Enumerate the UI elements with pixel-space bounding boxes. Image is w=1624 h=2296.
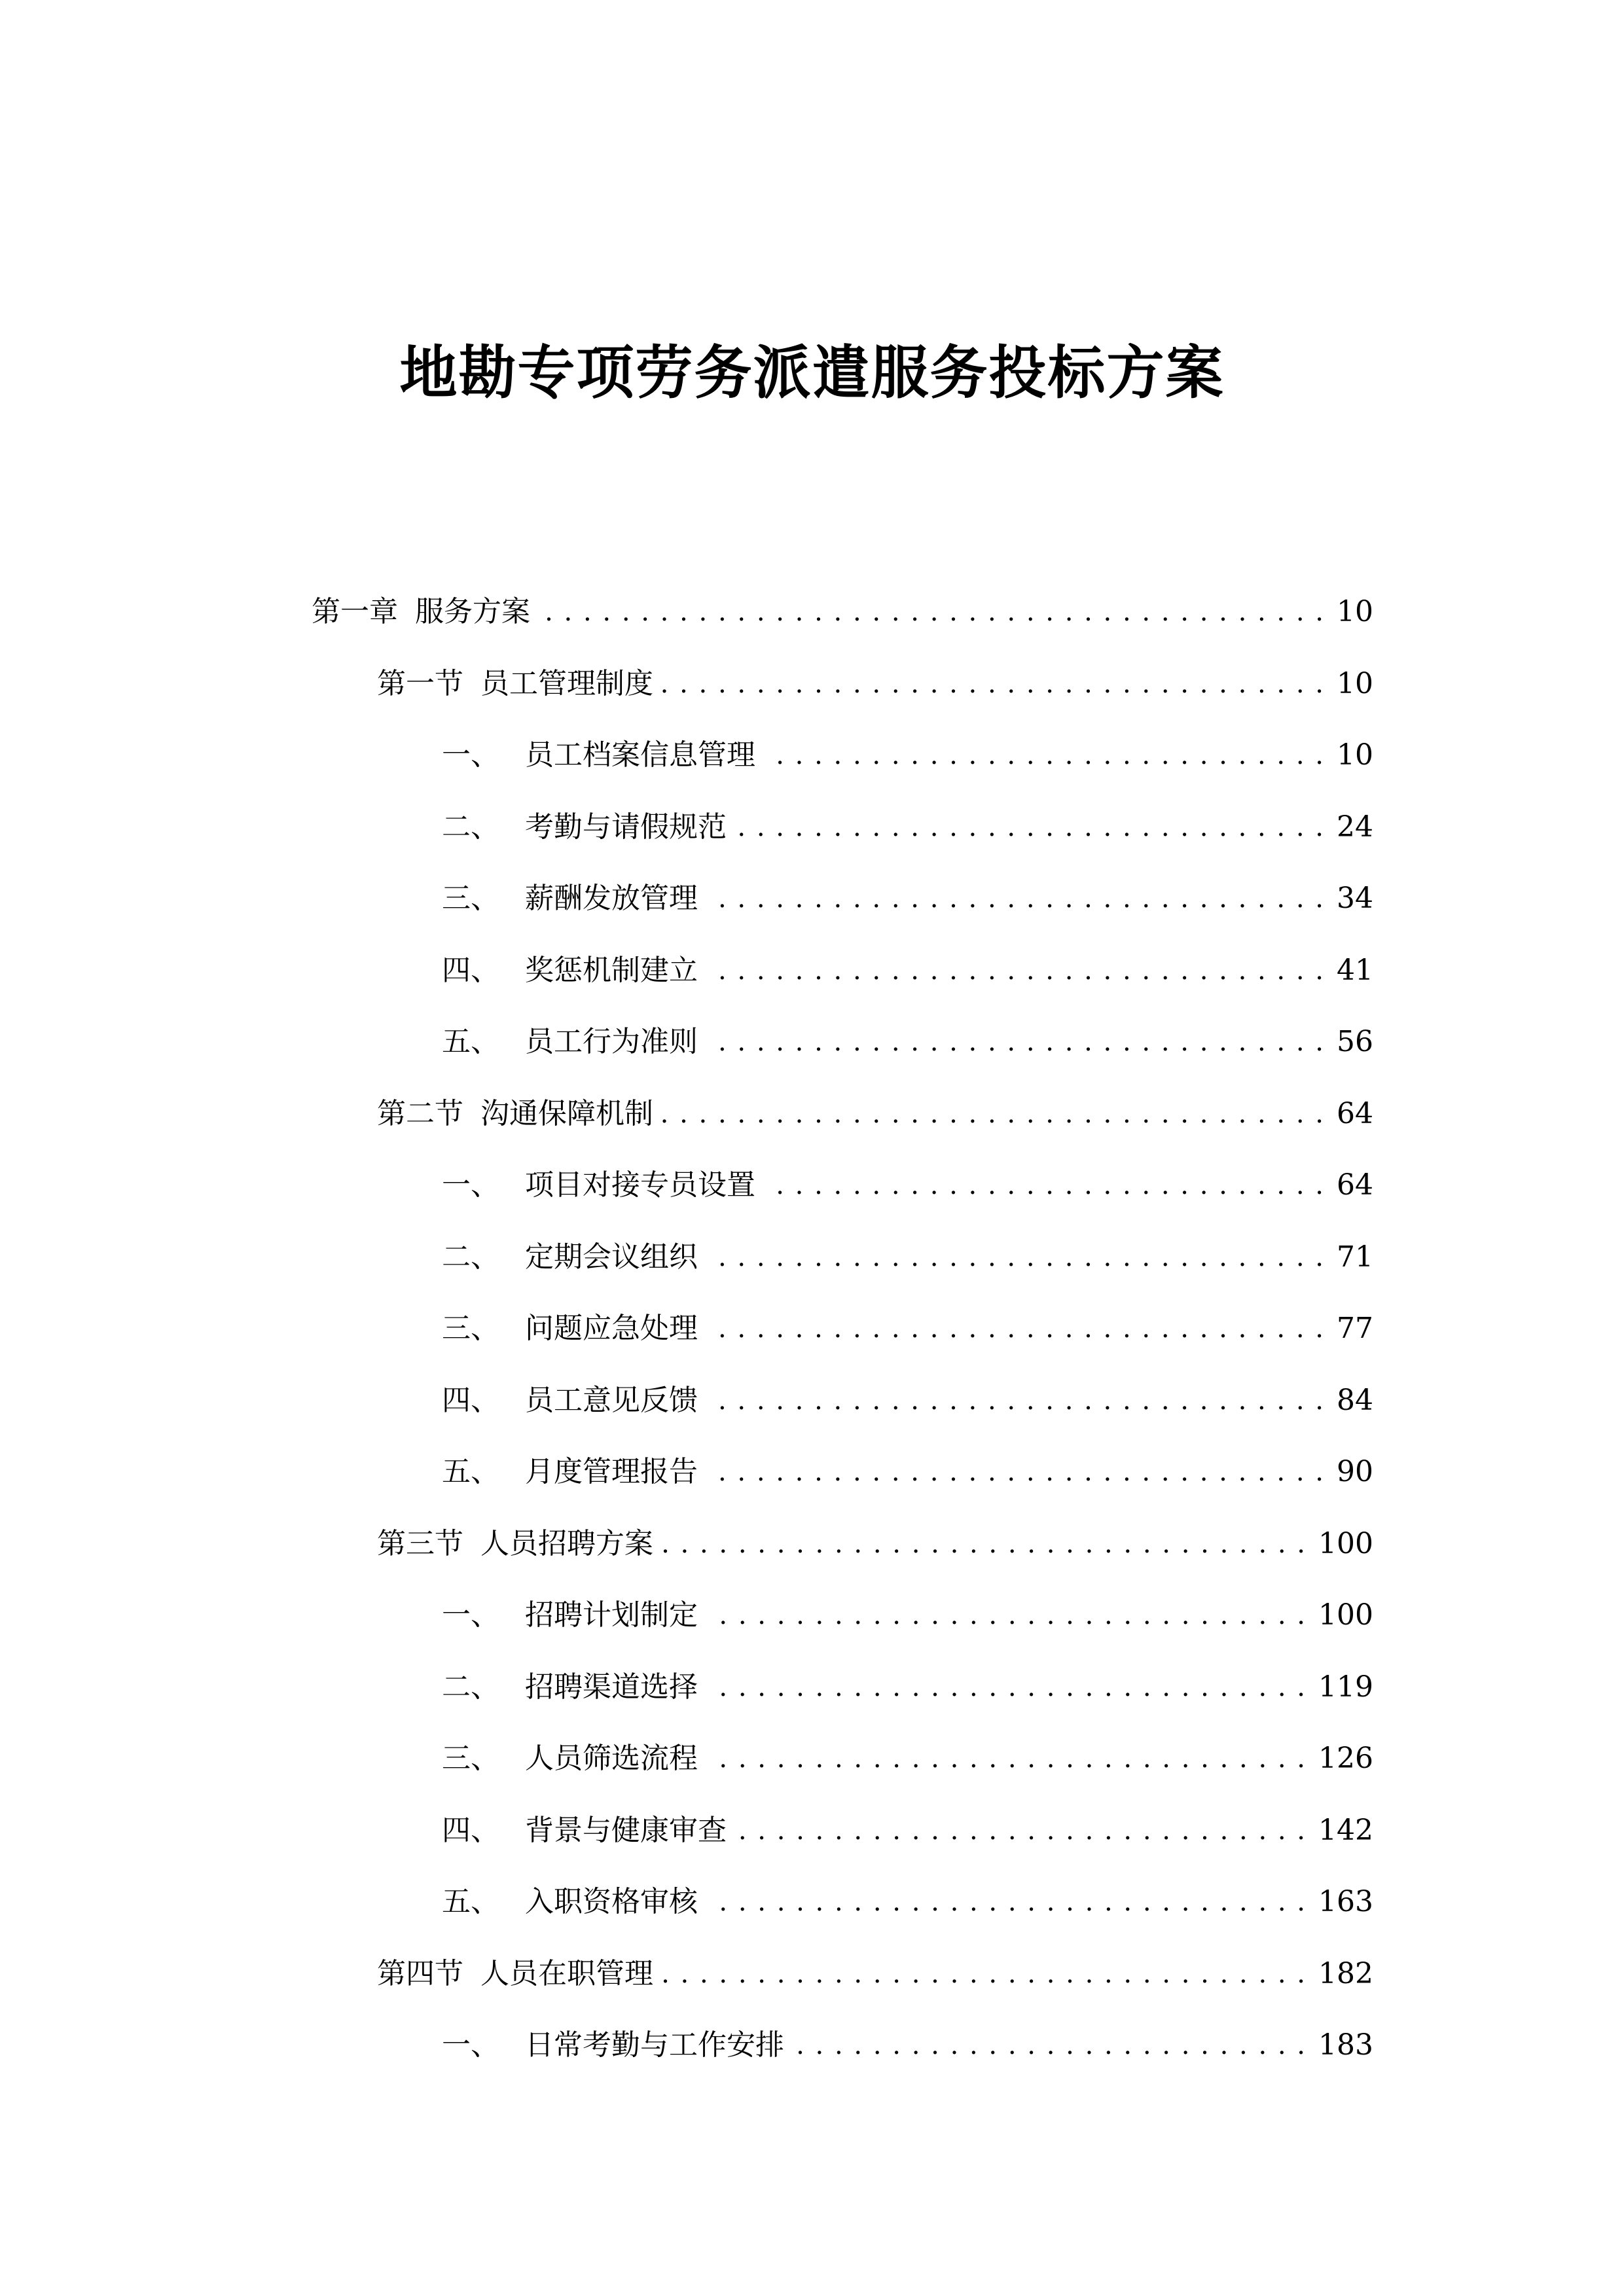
toc-entry[interactable] <box>442 1579 1373 1651</box>
toc-entry-page-number: 56 <box>1337 1025 1373 1058</box>
toc-entry-number: 三、 <box>442 1312 499 1345</box>
toc-entry-page-number: 126 <box>1318 1742 1373 1775</box>
toc-entry-title: 月度管理报告 <box>525 1455 698 1488</box>
toc-entry-page-number: 77 <box>1337 1312 1373 1345</box>
toc-dot-leader <box>736 1811 1307 1850</box>
toc-entry[interactable] <box>442 1149 1373 1221</box>
toc-entry-page-number: 163 <box>1318 1885 1373 1918</box>
toc-entry[interactable] <box>442 2009 1373 2081</box>
toc-entry-title: 考勤与请假规范 <box>525 810 727 844</box>
toc-entry[interactable] <box>377 1938 1373 2010</box>
toc-entry-page-number: 100 <box>1318 1527 1373 1560</box>
toc-entry-title: 员工意见反馈 <box>525 1384 698 1417</box>
toc-entry[interactable] <box>377 1078 1373 1150</box>
document-title: 地勘专项劳务派遣服务投标方案 <box>399 339 1225 406</box>
toc-dot-leader <box>707 1309 1325 1348</box>
toc-entry-number: 二、 <box>442 1240 499 1274</box>
toc-entry-page-number: 84 <box>1337 1384 1373 1417</box>
toc-entry-title: 服务方案 <box>415 595 530 628</box>
toc-entry-title: 人员招聘方案 <box>480 1527 653 1560</box>
toc-entry-page-number: 34 <box>1337 882 1373 915</box>
toc-dot-leader <box>765 1166 1325 1205</box>
toc-entry-number: 四、 <box>442 1384 499 1417</box>
toc-entry-title: 沟通保障机制 <box>480 1097 653 1130</box>
toc-dot-leader <box>707 1882 1307 1922</box>
toc-dot-leader <box>707 1022 1325 1062</box>
toc-entry[interactable] <box>377 1508 1373 1580</box>
toc-entry[interactable] <box>442 791 1373 863</box>
toc-entry-number: 第一章 <box>312 595 398 628</box>
toc-dot-leader <box>662 1524 1307 1564</box>
toc-entry-page-number: 24 <box>1337 810 1373 844</box>
toc-entry-number: 第一节 <box>377 667 463 700</box>
toc-entry-number: 一、 <box>442 1168 499 1202</box>
toc-entry-number: 五、 <box>442 1885 499 1918</box>
toc-dot-leader <box>707 1596 1307 1635</box>
toc-entry-number: 二、 <box>442 1670 499 1704</box>
toc-entry-number: 一、 <box>442 738 499 772</box>
toc-dot-leader <box>707 1739 1307 1778</box>
toc-entry[interactable] <box>442 1436 1373 1508</box>
toc-entry-title: 入职资格审核 <box>525 1885 698 1918</box>
toc-entry-number: 四、 <box>442 1814 499 1847</box>
toc-entry-page-number: 71 <box>1337 1240 1373 1274</box>
toc-entry-page-number: 10 <box>1337 667 1373 700</box>
toc-dot-leader <box>736 808 1325 847</box>
toc-entry[interactable] <box>442 1866 1373 1938</box>
toc-dot-leader <box>707 1668 1307 1707</box>
toc-dot-leader <box>707 951 1325 990</box>
toc-entry-page-number: 183 <box>1318 2028 1373 2062</box>
toc-entry-title: 招聘渠道选择 <box>525 1670 698 1704</box>
toc-entry-title: 日常考勤与工作安排 <box>525 2028 784 2062</box>
toc-entry-title: 员工行为准则 <box>525 1025 698 1058</box>
toc-dot-leader <box>765 736 1325 775</box>
toc-entry-number: 第二节 <box>377 1097 463 1130</box>
toc-entry-number: 五、 <box>442 1455 499 1488</box>
toc-entry-title: 定期会议组织 <box>525 1240 698 1274</box>
toc-entry-title: 人员在职管理 <box>480 1957 653 1990</box>
toc-dot-leader <box>662 664 1325 704</box>
toc-entry-page-number: 64 <box>1337 1097 1373 1130</box>
toc-entry-number: 第四节 <box>377 1957 463 1990</box>
toc-entry-title: 招聘计划制定 <box>525 1598 698 1632</box>
toc-entry-title: 员工档案信息管理 <box>525 738 755 772</box>
toc-entry-page-number: 90 <box>1337 1455 1373 1488</box>
toc-entry-title: 问题应急处理 <box>525 1312 698 1345</box>
toc-entry-title: 背景与健康审查 <box>525 1814 727 1847</box>
toc-entry-title: 奖惩机制建立 <box>525 954 698 987</box>
toc-entry-page-number: 10 <box>1337 595 1373 628</box>
toc-entry-page-number: 119 <box>1318 1670 1373 1704</box>
toc-entry[interactable] <box>442 719 1373 791</box>
toc-dot-leader <box>707 1452 1325 1492</box>
toc-entry-title: 人员筛选流程 <box>525 1742 698 1775</box>
toc-entry-number: 第三节 <box>377 1527 463 1560</box>
toc-entry-number: 一、 <box>442 1598 499 1632</box>
toc-entry-title: 项目对接专员设置 <box>525 1168 755 1202</box>
toc-dot-leader <box>793 2026 1307 2065</box>
toc-entry[interactable] <box>442 1221 1373 1293</box>
toc-entry-page-number: 64 <box>1337 1168 1373 1202</box>
toc-entry[interactable] <box>442 1651 1373 1723</box>
toc-entry[interactable] <box>312 576 1373 648</box>
toc-dot-leader <box>539 592 1325 632</box>
toc-dot-leader <box>662 1094 1325 1134</box>
toc-entry-number: 三、 <box>442 1742 499 1775</box>
toc-dot-leader <box>707 1238 1325 1277</box>
toc-entry[interactable] <box>377 648 1373 720</box>
toc-entry-title: 薪酬发放管理 <box>525 882 698 915</box>
toc-entry[interactable] <box>442 1365 1373 1437</box>
toc-entry-page-number: 41 <box>1337 954 1373 987</box>
toc-entry[interactable] <box>442 1723 1373 1795</box>
toc-entry-number: 五、 <box>442 1025 499 1058</box>
toc-dot-leader <box>707 879 1325 918</box>
toc-dot-leader <box>662 1954 1307 1994</box>
toc-entry[interactable] <box>442 863 1373 935</box>
toc-entry-title: 员工管理制度 <box>480 667 653 700</box>
toc-entry[interactable] <box>442 1006 1373 1078</box>
toc-entry-page-number: 142 <box>1318 1814 1373 1847</box>
toc-entry[interactable] <box>442 1293 1373 1365</box>
toc-entry[interactable] <box>442 935 1373 1007</box>
toc-entry-number: 二、 <box>442 810 499 844</box>
toc-entry-number: 一、 <box>442 2028 499 2062</box>
toc-entry-page-number: 182 <box>1318 1957 1373 1990</box>
toc-entry[interactable] <box>442 1795 1373 1867</box>
toc-entry-number: 三、 <box>442 882 499 915</box>
toc-entry-number: 四、 <box>442 954 499 987</box>
toc-entry-page-number: 10 <box>1337 738 1373 772</box>
toc-dot-leader <box>707 1381 1325 1420</box>
toc-entry-page-number: 100 <box>1318 1598 1373 1632</box>
